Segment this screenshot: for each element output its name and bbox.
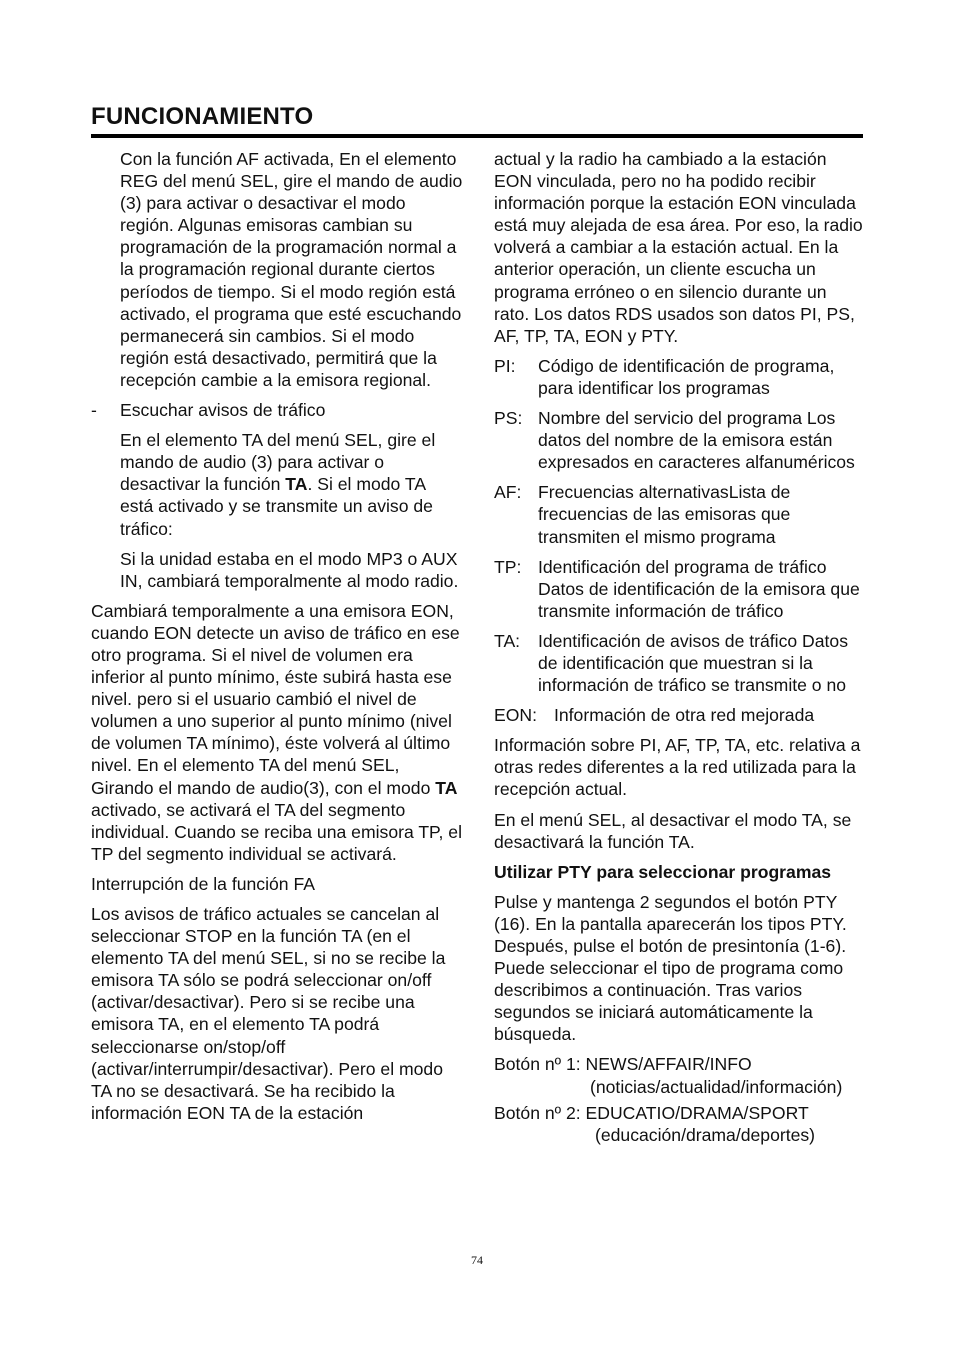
traffic-list-item bbox=[91, 399, 463, 421]
other-networks-paragraph: Información sobre PI, AF, TP, TA, etc. relativa a otras redes diferentes a la red utilizada para la recepción actual. bbox=[494, 735, 861, 800]
eon-continued-paragraph: actual y la radio ha cambiado a la estación EON vinculada, pero no ha podido recibir información porque la estación EON vinculada está muy alejada de esa área. Por eso, la radio volverá a cambiar a la estación actual. En la anterior operación, un cliente escucha un programa erróneo o en silencio durante un rato. Los datos RDS usados son datos PI, PS, AF, TP, TA, EON y PTY. bbox=[494, 149, 863, 346]
pty-instructions-paragraph: Pulse y mantenga 2 segundos el botón PTY (16). En la pantalla aparecerán los tipos PTY. Después, pulse el botón de presintonía (1-6). Puede seleccionar el tipo de programa como describimos a continuación. Tras varios segundos se iniciará automáticamente la búsqueda. bbox=[494, 891, 847, 1045]
page-title: FUNCIONAMIENTO bbox=[91, 103, 314, 130]
definition-desc: Información de otra red mejorada bbox=[554, 705, 815, 726]
page-number: 74 bbox=[471, 1253, 483, 1267]
button-1-line: Botón nº 1: NEWS/AFFAIR/INFO bbox=[494, 1054, 752, 1075]
pty-subheading: Utilizar PTY para seleccionar programas bbox=[494, 861, 832, 882]
button-1-translation: (noticias/actualidad/información) bbox=[590, 1076, 843, 1097]
ta-bold: TA bbox=[285, 474, 308, 495]
eon-text-b: activado, se activará el TA del segmento individual. Cuando se reciba una emisora TP, el TP del segmento individual se activará. bbox=[91, 799, 462, 864]
definition-item bbox=[494, 481, 866, 547]
definition-term: EON: bbox=[494, 705, 538, 726]
definition-item bbox=[494, 704, 866, 726]
definition-term: TA: bbox=[494, 630, 521, 651]
definition-term: AF: bbox=[494, 482, 522, 503]
ta-text-b: . Si el modo TA está activado y se transmite un aviso de tráfico: bbox=[120, 474, 433, 539]
definition-term: PS: bbox=[494, 408, 523, 429]
ta-function-paragraph bbox=[91, 429, 463, 539]
definition-term: TP: bbox=[494, 556, 522, 577]
definition-desc: Nombre del servicio del programa Los datos del nombre de la emisora están expresados en caracteres alfanuméricos bbox=[538, 408, 855, 473]
eon-bold: TA bbox=[435, 777, 458, 798]
button-2-line: Botón nº 2: EDUCATIO/DRAMA/SPORT bbox=[494, 1102, 809, 1123]
definition-item bbox=[494, 630, 866, 696]
definition-item bbox=[494, 355, 866, 399]
left-column bbox=[91, 148, 463, 1132]
region-mode-paragraph: Con la función AF activada, En el elemento REG del menú SEL, gire el mando de audio (3) para activar o desactivar el modo región. Algunas emisoras cambian su programación de la programación normal a la programación regional durante ciertos períodos de tiempo. Si el modo región está activado, el programa que esté escuchando permanecerá sin cambios. Si el modo región está desactivado, permitirá que la recepción cambie a la emisora regional. bbox=[120, 149, 463, 390]
mp3-aux-paragraph: Si la unidad estaba en el modo MP3 o AUX IN, cambiará temporalmente al modo radio. bbox=[120, 548, 459, 591]
ta-text-a: En el elemento TA del menú SEL, gire el mando de audio (3) para activar o desactivar la función bbox=[120, 430, 436, 495]
list-dash: - bbox=[91, 400, 97, 421]
eon-text-a: Cambiará temporalmente a una emisora EON, cuando EON detecte un aviso de tráfico en ese otro programa. Si el nivel de volumen era inferior al punto mínimo, éste subirá hasta ese nivel. pero si el usuario cambió el nivel de volumen a uno superior al punto mínimo (nivel de volumen TA mínimo), éste volverá al último nivel. En el elemento TA del menú SEL, Girando el mando de audio(3), con el modo bbox=[91, 600, 460, 798]
sel-menu-paragraph: En el menú SEL, al desactivar el modo TA, se desactivará la función TA. bbox=[494, 809, 852, 852]
definition-desc: Código de identificación de programa, para identificar los programas bbox=[538, 355, 835, 398]
definition-item bbox=[494, 407, 866, 473]
title-rule bbox=[91, 134, 863, 138]
definition-desc: Frecuencias alternativasLista de frecuencias de las emisoras que transmiten el mismo programa bbox=[538, 482, 791, 547]
definition-desc: Identificación de avisos de tráfico Datos de identificación que muestran si la información de tráfico se transmite o no bbox=[538, 630, 849, 696]
traffic-list-label: Escuchar avisos de tráfico bbox=[120, 400, 326, 421]
definition-desc: Identificación del programa de tráfico Datos de identificación de la emisora que transmite información de tráfico bbox=[538, 556, 860, 621]
right-column bbox=[494, 148, 866, 1146]
eon-paragraph bbox=[91, 600, 463, 865]
fa-interruption-heading: Interrupción de la función FA bbox=[91, 873, 315, 894]
button-2-translation: (educación/drama/deportes) bbox=[595, 1124, 816, 1145]
definition-item bbox=[494, 556, 866, 622]
definition-term: PI: bbox=[494, 355, 516, 376]
traffic-cancel-paragraph: Los avisos de tráfico actuales se cancelan al seleccionar STOP en la función TA (en el elemento TA del menú SEL, si no se recibe la emisora TA sólo se podrá seleccionar on/off (activar/desactivar). Pero si se recibe una emisora TA, en el elemento TA podrá seleccionarse on/stop/off (activar/interrumpir/desactivar). Pero el modo TA no se desactivará. Se ha recibido la información EON TA de la estación bbox=[91, 904, 446, 1123]
